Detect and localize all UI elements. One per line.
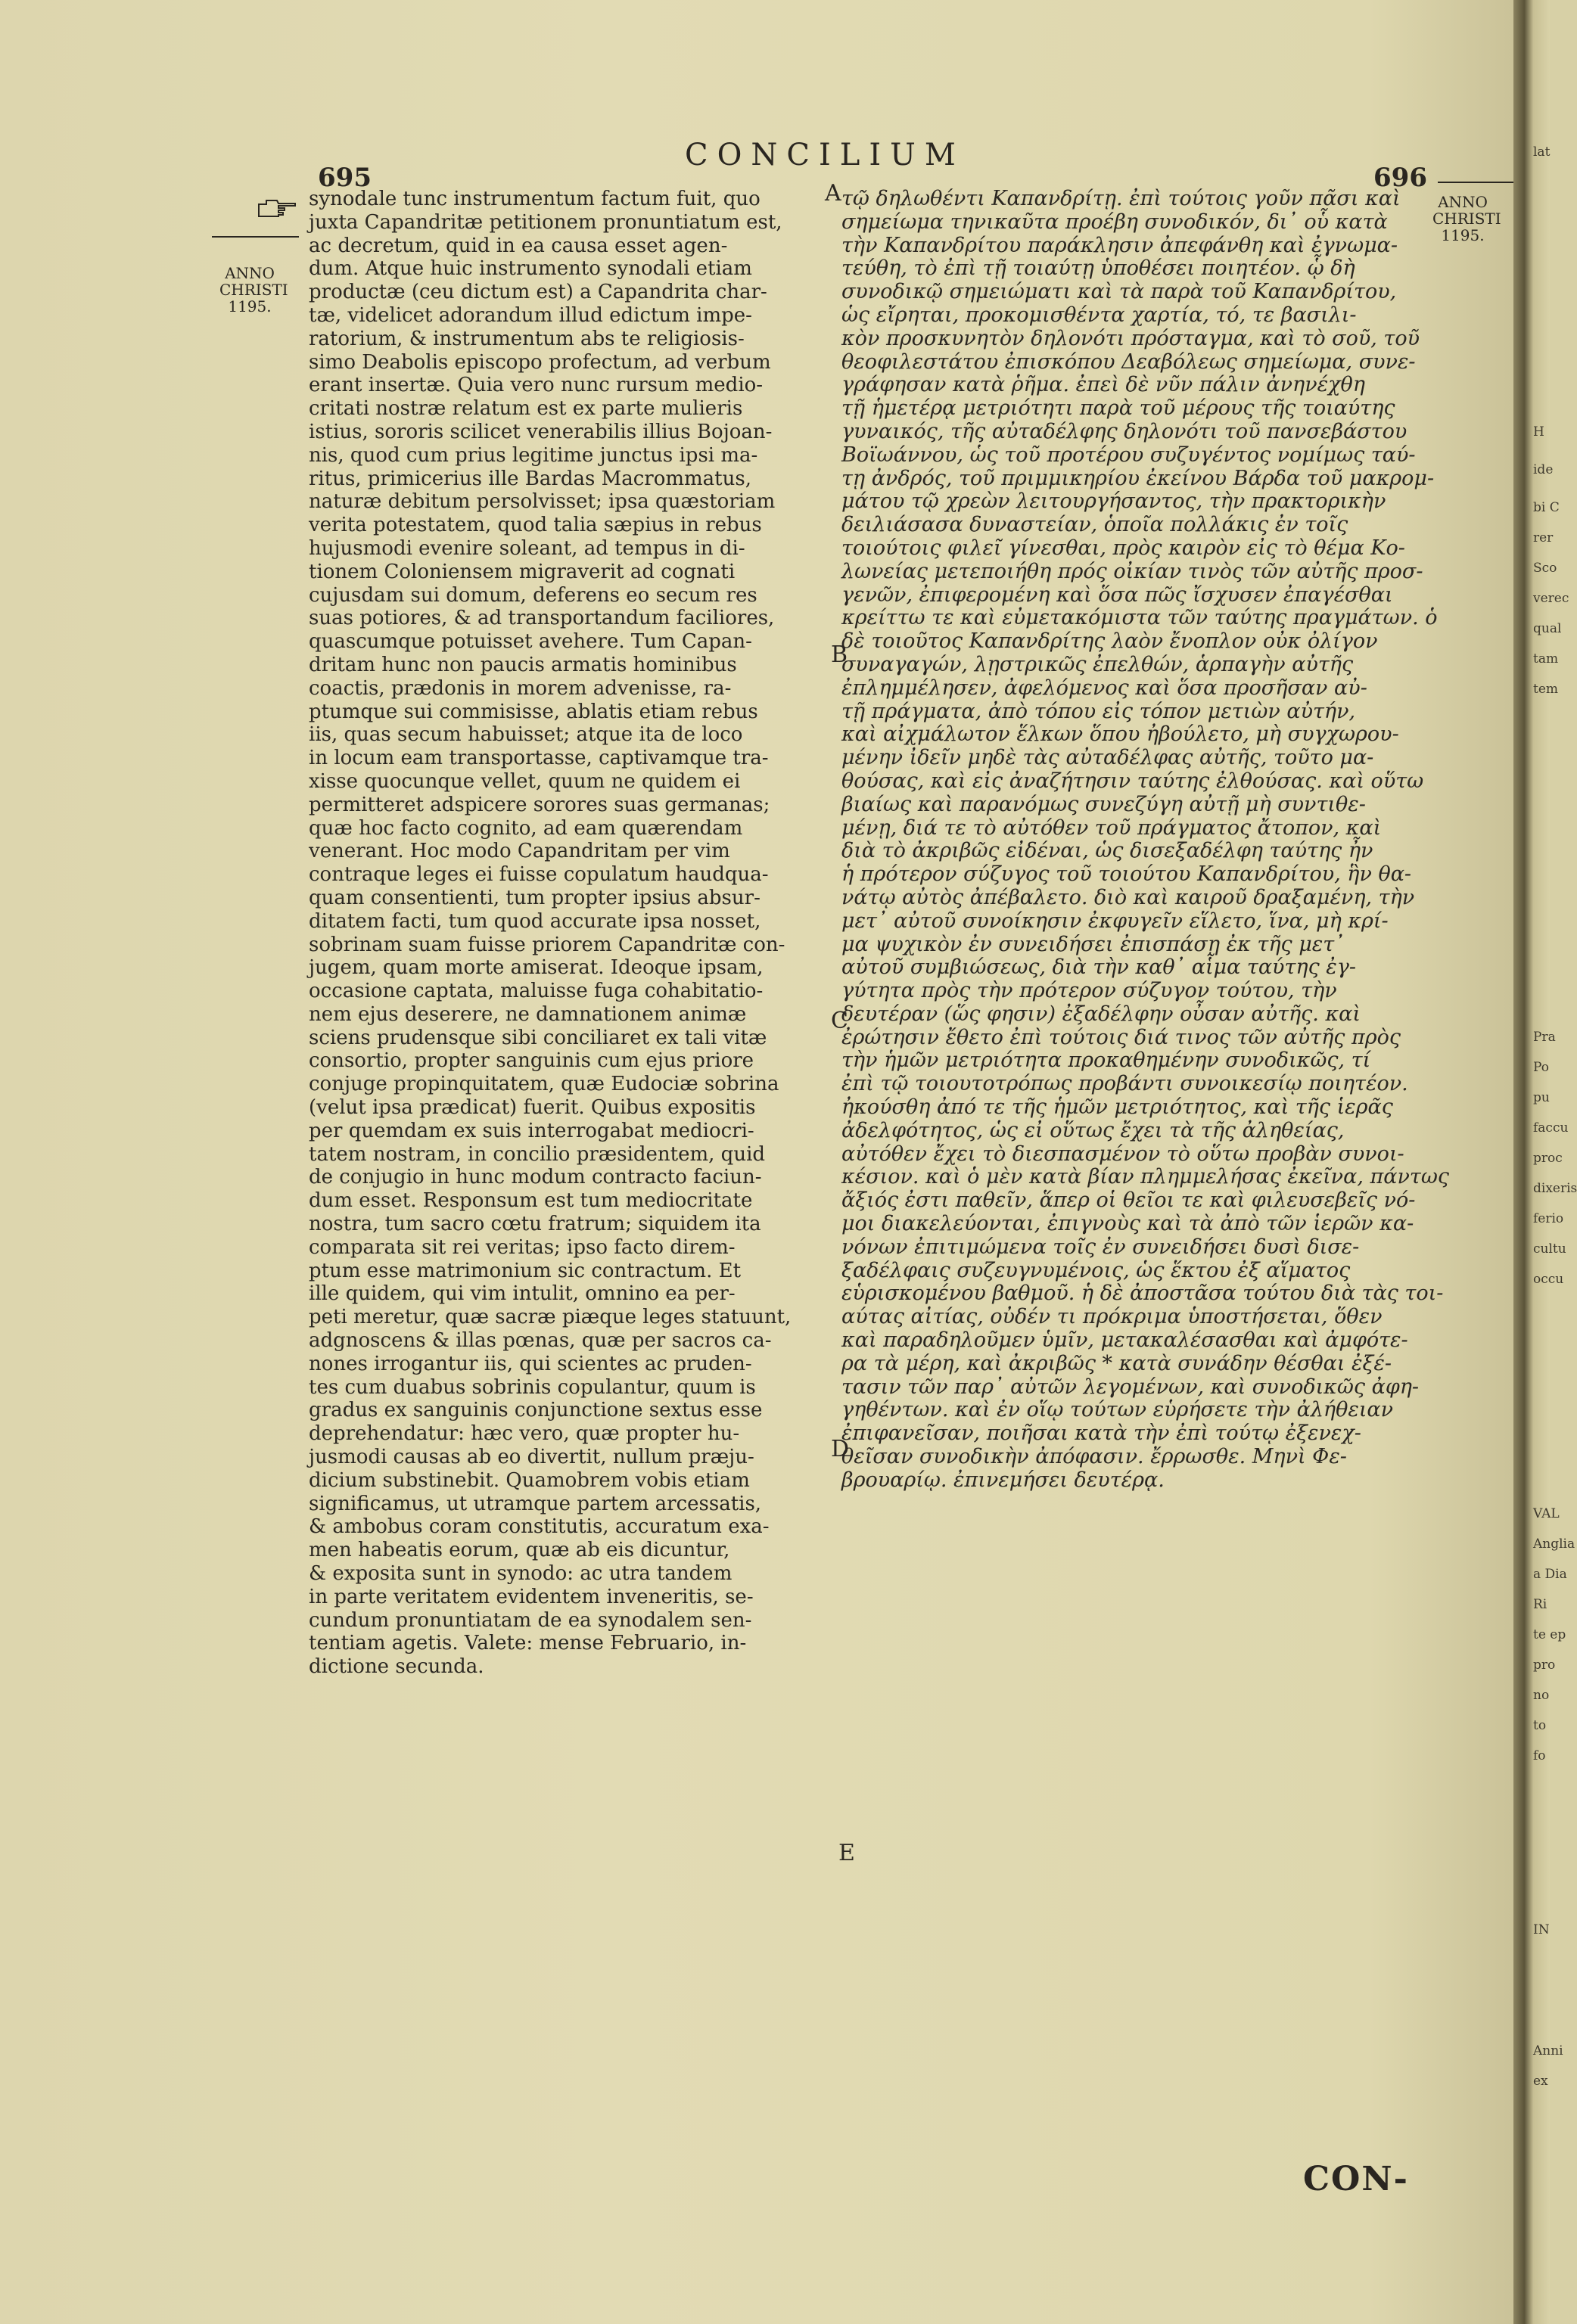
latin-text-line: per quemdam ex suis interrogabat mediocri- (309, 1119, 754, 1142)
latin-text-line: peti meretur, quæ sacræ piæque leges statuunt, (309, 1306, 792, 1329)
latin-text-line: critati nostræ relatum est ex parte mulieris (309, 397, 743, 421)
fold-fragment: VAL (1533, 1506, 1560, 1521)
fold-fragment: Po (1533, 1060, 1549, 1075)
latin-text-line: tatem nostram, in concilio præsidentem, quid (309, 1142, 766, 1166)
latin-text-line: in parte veritatem evidentem inveneritis, se- (309, 1585, 754, 1608)
left-margin-year-note (219, 264, 288, 315)
latin-text-line: significamus, ut utramque partem arcessatis, (309, 1492, 762, 1515)
catchword: CON- (1303, 2160, 1409, 2198)
greek-text-line: θεῖσαν συνοδικὴν ἀπόφασιν. ἔρρωσθε. Μηνὶ Φε- (841, 1445, 1347, 1469)
fold-fragment: Anni (1533, 2043, 1563, 2058)
christi-label: CHRISTI (1432, 210, 1501, 228)
fold-fragment: te ep (1533, 1627, 1566, 1642)
fold-fragment: tem (1533, 682, 1559, 697)
greek-text-line: κέσιον. καὶ ὁ μὲν κατὰ βίαν πλημμελήσας ἐκεῖνα, πάντως (841, 1165, 1449, 1189)
latin-text-line: (velut ipsa prædicat) fuerit. Quibus expositis (309, 1096, 756, 1120)
fold-fragment: rer (1533, 530, 1554, 545)
greek-text-line: ἀδελφότητος, ὡς εἰ οὕτως ἔχει τὰ τῆς ἀληθείας, (841, 1118, 1345, 1142)
latin-text-line: gradus ex sanguinis conjunctione sextus esse (309, 1399, 763, 1422)
greek-text-line: εὑρισκομένου βαθμοῦ. ἡ δὲ ἀποστᾶσα τούτου διὰ τὰς τοι- (841, 1282, 1444, 1306)
greek-text-line: αὐτοῦ συμβιώσεως, διὰ τὴν καθ᾽ αἷμα ταύτης ἐγ- (841, 955, 1357, 980)
greek-text-line: δειλιάσασα δυναστείαν, ὁποῖα πολλάκις ἐν τοῖς (841, 513, 1348, 537)
fold-fragment: lat (1533, 144, 1551, 160)
latin-text-line: verita potestatem, quod talia sæpius in rebus (309, 514, 762, 537)
year-label: 1195. (1441, 226, 1485, 244)
latin-text-line: ritus, primicerius ille Bardas Macrommatus, (309, 467, 751, 490)
latin-text-line: deprehendatur: hæc vero, quæ propter hu- (309, 1422, 740, 1446)
greek-text-line: νάτῳ αὐτὸς ἀπέβαλετο. διὸ καὶ καιροῦ δραξαμένη, τὴν (841, 885, 1415, 909)
latin-text-line: consortio, propter sanguinis cum ejus priore (309, 1049, 754, 1073)
greek-text-line: δευτέραν (ὥς φησιν) ἐξαδέλφην οὖσαν αὐτῆς. καὶ (841, 1002, 1361, 1026)
latin-text-line: dictione secunda. (309, 1655, 484, 1679)
left-margin-rule (212, 236, 299, 238)
greek-text-line: γενῶν, ἐπιφερομένη καὶ ὅσα πῶς ἴσχυσεν ἐπαγέσθαι (841, 583, 1393, 607)
latin-text-line: ptum esse matrimonium sic contractum. Et (309, 1259, 742, 1282)
greek-text-line: αὐτόθεν ἔχει τὸ διεσπασμένον τὸ οὕτω προβὰν συνοι- (841, 1142, 1404, 1166)
latin-text-line: occasione captata, maluisse fuga cohabitatio- (309, 980, 764, 1003)
fold-fragment: Anglia (1533, 1536, 1575, 1552)
greek-text-line: μετ᾽ αὐτοῦ συνοίκησιν ἐκφυγεῖν εἵλετο, ἵνα, μὴ κρί- (841, 909, 1389, 933)
latin-text-line: cundum pronuntiatam de ea synodalem sen- (309, 1608, 752, 1632)
fold-fragment: cultu (1533, 1241, 1566, 1257)
greek-text-line: Βοϊωάννου, ὡς τοῦ προτέρου συζυγέντος νομίμως ταύ- (841, 443, 1416, 467)
greek-text-line: αύτας αἰτίας, οὐδέν τι πρόκριμα ὑποστήσεται, ὅθεν (841, 1305, 1383, 1329)
greek-text-line: ξαδέλφαις συζευγνυμένοις, ὡς ἕκτου ἐξ αἵματος (841, 1258, 1351, 1282)
latin-text-line: ac decretum, quid in ea causa esset agen- (309, 234, 728, 257)
latin-text-line: comparata sit rei veritas; ipso facto direm- (309, 1235, 736, 1259)
fold-fragment: ex (1533, 2074, 1548, 2089)
greek-text-line: μα ψυχικὸν ἐν συνειδήσει ἐπισπάσῃ ἐκ τῆς μετ᾽ (841, 932, 1345, 956)
latin-text-line: nostra, tum sacro cœtu fratrum; siquidem ita (309, 1213, 761, 1236)
greek-text-line: ἐπλημμέλησεν, ἀφελόμενος καὶ ὅσα προσῆσαν αὐ- (841, 676, 1367, 700)
fold-fragment: no (1533, 1688, 1550, 1703)
latin-text-line: coactis, prædonis in morem advenisse, ra- (309, 676, 732, 700)
latin-text-line: erant insertæ. Quia vero nunc rursum medio- (309, 374, 764, 397)
latin-text-line: tionem Coloniensem migraverit ad cognati (309, 560, 736, 583)
latin-text-line: dritam hunc non paucis armatis hominibus (309, 653, 737, 676)
latin-text-line: xisse quocunque vellet, quum ne quidem ei (309, 769, 741, 793)
right-margin-rule (1438, 182, 1513, 183)
fold-fragment: a Dia (1533, 1567, 1567, 1582)
latin-text-line: in locum eam transportasse, captivamque tra- (309, 747, 769, 770)
latin-text-line: contraque leges ei fuisse copulatum haudqua- (309, 863, 769, 887)
latin-text-line: cujusdam sui domum, deferens eo secum res (309, 583, 757, 607)
section-letter-e: E (838, 1840, 855, 1866)
greek-text-line: ἡ πρότερον σύζυγος τοῦ τοιούτου Καπανδρίτου, ἣν θα- (841, 862, 1412, 887)
greek-text-column (841, 188, 1481, 1493)
greek-text-line: ρα τὰ μέρη, καὶ ἀκριβῶς * κατὰ συνάδην θέσθαι ἐξέ- (841, 1351, 1392, 1375)
greek-text-line: μάτου τῷ χρεὼν λειτουργήσαντος, τὴν πρακτορικὴν (841, 489, 1386, 514)
fold-fragment: IN (1533, 1922, 1550, 1937)
latin-text-line: quæ hoc facto cognito, ad eam quærendam (309, 816, 743, 840)
latin-text-line: hujusmodi evenire soleant, ad tempus in di- (309, 536, 745, 560)
latin-text-column (309, 188, 823, 1679)
greek-text-line: γυναικός, τῆς αὐταδέλφης δηλονότι τοῦ πανσεβάστου (841, 419, 1407, 443)
greek-text-line: θούσας, καὶ εἰς ἀναζήτησιν ταύτης ἐλθούσας. καὶ οὕτω (841, 769, 1424, 793)
latin-text-line: quam consentienti, tum propter ipsius absur- (309, 886, 761, 909)
greek-text-line: νόνων ἐπιτιμώμενα τοῖς ἐν συνειδήσει δυσὶ δισε- (841, 1235, 1360, 1259)
greek-text-line: ἐπιφανεῖσαν, ποιῆσαι κατὰ τὴν ἐπὶ τούτῳ ἐξενεχ- (841, 1421, 1361, 1446)
greek-text-line: κὸν προσκυνητὸν δηλονότι πρόσταγμα, καὶ τὸ σοῦ, τοῦ (841, 326, 1420, 350)
latin-text-line: nones irrogantur iis, qui scientes ac pruden- (309, 1352, 752, 1375)
latin-text-line: tentiam agetis. Valete: mense Februario, in- (309, 1632, 747, 1655)
latin-text-line: de conjugio in hunc modum contracto faciun- (309, 1166, 762, 1189)
fold-fragment: ide (1533, 462, 1554, 477)
latin-text-line: ratorium, & instrumentum abs te religiosis- (309, 327, 745, 350)
greek-text-line: λωνείας μετεποιήθη πρός οἰκίαν τινὸς τῶν αὐτῆς προσ- (841, 559, 1423, 583)
greek-text-line: μένην ἰδεῖν μηδὲ τὰς αὐταδέλφας αὐτῆς, τοῦτο μα- (841, 746, 1374, 770)
latin-text-line: & ambobus coram constitutis, accuratum exa- (309, 1515, 770, 1539)
greek-text-line: τῃ ἀνδρός, τοῦ πριμμικηρίου ἐκείνου Βάρδα τοῦ μακρομ- (841, 466, 1435, 490)
greek-text-line: καὶ αἰχμάλωτον ἕλκων ὅπου ἠβούλετο, μὴ συγχωρου- (841, 722, 1399, 747)
latin-text-line: iis, quas secum habuisset; atque ita de loco (309, 723, 743, 747)
latin-text-line: venerant. Hoc modo Capandritam per vim (309, 840, 730, 863)
greek-text-line: τὴν Καπανδρίτου παράκλησιν ἀπεφάνθη καὶ ἐγνωμα- (841, 233, 1398, 257)
latin-text-line: jugem, quam morte amiserat. Ideoque ipsam, (309, 956, 764, 980)
fold-fragment: occu (1533, 1272, 1564, 1287)
running-title: CONCILIUM (685, 138, 965, 172)
latin-text-line: sciens prudensque sibi conciliaret ex tali vitæ (309, 1026, 767, 1049)
greek-text-line: τοιούτοις φιλεῖ γίνεσθαι, πρὸς καιρὸν εἰς τὸ θέμα Κο- (841, 536, 1405, 560)
greek-text-line: ἐρώτησιν ἔθετο ἐπὶ τούτοις διά τινος τῶν αὐτῆς πρὸς (841, 1025, 1401, 1049)
fold-fragment: H (1533, 424, 1544, 440)
greek-text-line: διὰ τὸ ἀκριβῶς εἰδέναι, ὡς δισεξαδέλφη ταύτης ἦν (841, 839, 1373, 863)
latin-text-line: tæ, videlicet adorandum illud edictum impe- (309, 303, 752, 327)
fold-fragment: proc (1533, 1151, 1563, 1166)
greek-text-line: θεοφιλεστάτου ἐπισκόπου Δεαβόλεως σημείωμα, συνε- (841, 350, 1416, 374)
latin-text-line: jusmodi causas ab eo divertit, nullum præju- (309, 1446, 754, 1469)
greek-text-line: γηθέντων. καὶ ἐν οἵῳ τούτων εὑρήσετε τὴν ἀλήθειαν (841, 1398, 1394, 1422)
latin-text-line: quascumque potuisset avehere. Tum Capan- (309, 630, 752, 654)
fold-fragment: Pra (1533, 1030, 1556, 1045)
fold-fragment: qual (1533, 621, 1562, 636)
greek-text-line: τὴν ἡμῶν μετριότητα προκαθημένην συνοδικῶς, τί (841, 1049, 1371, 1073)
year-label: 1195. (228, 297, 272, 315)
section-letter-d: D (831, 1436, 850, 1462)
latin-text-line: simo Deabolis episcopo profectum, ad verbum (309, 350, 771, 374)
latin-text-line: dum. Atque huic instrumento synodali etiam (309, 257, 752, 281)
greek-text-line: συνοδικῷ σημειώματι καὶ τὰ παρὰ τοῦ Καπανδρίτου, (841, 280, 1397, 304)
latin-text-line: permitteret adspicere sorores suas germanas; (309, 793, 770, 816)
greek-text-line: ἐπὶ τῷ τοιουτοτρόπως προβάντι συνοικεσίῳ ποιητέον. (841, 1072, 1408, 1096)
fold-fragment: ferio (1533, 1211, 1564, 1226)
greek-text-line: συναγαγών, λῃστρικῶς ἐπελθών, ἁρπαγὴν αὐτῆς (841, 652, 1354, 676)
latin-text-line: conjuge propinquitatem, quæ Eudociæ sobrina (309, 1073, 779, 1096)
latin-text-line: ille quidem, qui vim intulit, omnino ea per- (309, 1282, 736, 1306)
latin-text-line: nem ejus deserere, ne damnationem animæ (309, 1002, 747, 1026)
greek-text-line: τασιν τῶν παρ᾽ αὐτῶν λεγομένων, καὶ συνοδικῶς ἀφη- (841, 1375, 1420, 1399)
greek-text-line: μοι διακελεύονται, ἐπιγνοὺς καὶ τὰ ἀπὸ τῶν ἱερῶν κα- (841, 1212, 1414, 1236)
greek-text-line: βρουαρίῳ. ἐπινεμήσει δευτέρᾳ. (841, 1468, 1165, 1492)
christi-label: CHRISTI (219, 281, 288, 299)
greek-text-line: ἠκούσθη ἀπό τε τῆς ἡμῶν μετριότητος, καὶ τῆς ἱερᾶς (841, 1095, 1393, 1120)
latin-text-line: istius, sororis scilicet venerabilis illius Bojoan- (309, 420, 773, 443)
latin-text-line: men habeatis eorum, quæ ab eis dicuntur, (309, 1539, 730, 1562)
latin-text-line: dicium substinebit. Quamobrem vobis etiam (309, 1468, 750, 1492)
anno-label: ANNO (225, 264, 275, 282)
latin-text-line: naturæ debitum persolvisset; ipsa quæstoriam (309, 490, 776, 514)
greek-text-line: δὲ τοιοῦτος Καπανδρίτης λαὸν ἔνοπλον οὐκ ὀλίγον (841, 629, 1378, 654)
greek-text-line: γύτητα πρὸς τὴν πρότερον σύζυγον τούτου, τὴν (841, 979, 1337, 1003)
latin-text-line: & exposita sunt in synodo: ac utra tandem (309, 1562, 733, 1586)
greek-text-line: ἄξιός ἐστι παθεῖν, ἅπερ οἱ θεῖοι τε καὶ φιλευσεβεῖς νό- (841, 1188, 1416, 1213)
fold-fragment: dixeris (1533, 1181, 1577, 1196)
greek-text-line: σημείωμα τηνικαῦτα προέβη συνοδικόν, δι᾽ οὗ κατὰ (841, 210, 1388, 234)
latin-text-line: adgnoscens & illas pœnas, quæ per sacros ca- (309, 1329, 772, 1353)
fold-fragment: Ri (1533, 1597, 1547, 1612)
latin-text-line: suas potiores, & ad transportandum faciliores, (309, 607, 775, 630)
greek-text-line: γράφησαν κατὰ ῥῆμα. ἐπεὶ δὲ νῦν πάλιν ἀνηνέχθη (841, 373, 1365, 397)
fold-fragment: bi C (1533, 500, 1560, 515)
section-letter-b: B (831, 642, 848, 668)
greek-text-line: καὶ παραδηλοῦμεν ὑμῖν, μετακαλέσασθαι καὶ ἀμφότε- (841, 1328, 1408, 1353)
anno-label: ANNO (1438, 193, 1488, 211)
greek-text-line: βιαίως καὶ παρανόμως συνεζύγη αὐτῇ μὴ συντιθε- (841, 792, 1366, 816)
pointing-hand-icon (257, 198, 297, 218)
fold-fragment: Sco (1533, 561, 1557, 576)
latin-text-line: tes cum duabus sobrinis copulantur, quum is (309, 1375, 756, 1399)
latin-text-line: nis, quod cum prius legitime junctus ipsi ma- (309, 443, 758, 467)
latin-text-line: productæ (ceu dictum est) a Capandrita char- (309, 281, 767, 304)
section-letter-c: C (831, 1008, 848, 1034)
section-letter-a: A (825, 180, 841, 207)
page-number-left: 695 (318, 163, 372, 193)
fold-fragment: fo (1533, 1748, 1546, 1763)
fold-fragment: faccu (1533, 1120, 1569, 1136)
latin-text-line: ptumque sui commisisse, ablatis etiam rebus (309, 700, 758, 723)
latin-text-line: sobrinam suam fuisse priorem Capandritæ con- (309, 933, 785, 956)
greek-text-line: κρείττω τε καὶ εὐμετακόμιστα τῶν ταύτης πραγμάτων. ὁ (841, 606, 1438, 630)
latin-text-line: synodale tunc instrumentum factum fuit, quo (309, 188, 761, 210)
greek-text-line: μένῃ, διά τε τὸ αὐτόθεν τοῦ πράγματος ἄτοπον, καὶ (841, 816, 1382, 840)
latin-text-line: juxta Capandritæ petitionem pronuntiatum est, (309, 210, 782, 234)
latin-text-line: ditatem facti, tum quod accurate ipsa nosset, (309, 909, 761, 933)
fold-fragment: pro (1533, 1658, 1556, 1673)
page-number-right: 696 (1373, 163, 1427, 193)
fold-fragment: pu (1533, 1090, 1550, 1105)
greek-text-line: ὡς εἴρηται, προκομισθέντα χαρτία, τό, τε βασιλι- (841, 303, 1357, 327)
latin-text-line: dum esset. Responsum est tum mediocritate (309, 1189, 753, 1213)
fold-fragment: to (1533, 1718, 1547, 1733)
fold-fragment: tam (1533, 651, 1559, 666)
greek-text-line: τῇ ἡμετέρᾳ μετριότητι παρὰ τοῦ μέρους τῆς τοιαύτης (841, 396, 1395, 421)
greek-text-line: τῷ δηλωθέντι Καπανδρίτῃ. ἐπὶ τούτοις γοῦν πᾶσι καὶ (841, 187, 1401, 210)
fold-fragment: verec (1533, 591, 1569, 606)
greek-text-line: τῇ πράγματα, ἀπὸ τόπου εἰς τόπον μετιὼν αὐτήν, (841, 699, 1356, 723)
greek-text-line: τεύθη, τὸ ἐπὶ τῇ τοιαύτῃ ὑποθέσει ποιητέον. ᾧ δὴ (841, 256, 1355, 281)
